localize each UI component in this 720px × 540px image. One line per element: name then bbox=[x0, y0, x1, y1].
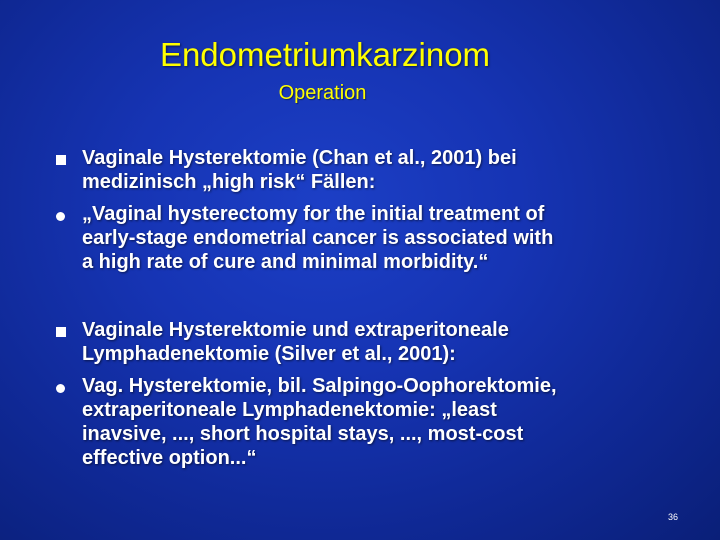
bullet-text: „Vaginal hysterectomy for the initial treatment of early-stage endometrial cancer is associated with a high rate of cure and minimal morbidity.“ bbox=[82, 203, 554, 273]
square-bullet-icon bbox=[56, 155, 66, 165]
bullet-text: Vaginale Hysterektomie (Chan et al., 2001) bei medizinisch „high risk“ Fällen: bbox=[82, 147, 517, 193]
dot-bullet-icon bbox=[56, 384, 65, 393]
bullet-text: Vag. Hysterektomie, bil. Salpingo-Oophorektomie, extraperitoneale Lymphadenektomie: „least inavsive, ..., short hospital stays, ..., most-cost effective option...“ bbox=[82, 375, 557, 469]
square-bullet-icon bbox=[56, 327, 66, 337]
slide-title: Endometriumkarzinom bbox=[159, 36, 491, 73]
slide-subtitle: Operation bbox=[278, 82, 367, 104]
dot-bullet-icon bbox=[56, 212, 65, 221]
bullet-text: Vaginale Hysterektomie und extraperitoneale Lymphadenektomie (Silver et al., 2001): bbox=[82, 319, 509, 365]
page-number: 36 bbox=[667, 512, 678, 522]
